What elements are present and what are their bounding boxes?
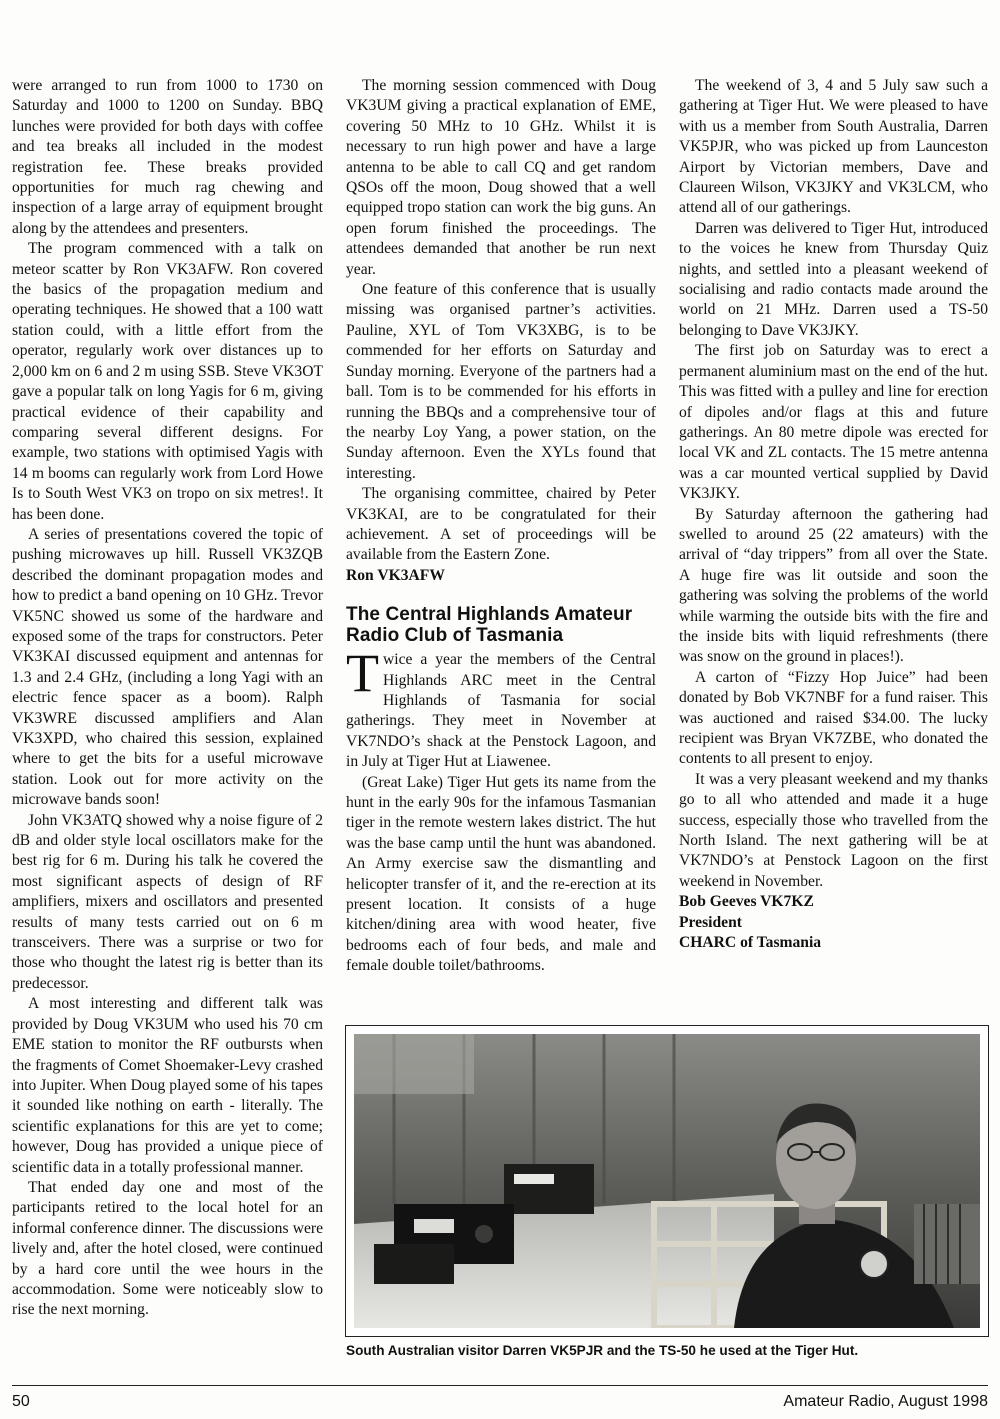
photo-frame bbox=[345, 1025, 989, 1337]
author-signature: Ron VK3AFW bbox=[346, 566, 445, 584]
article-column-3 bbox=[679, 76, 988, 953]
paragraph: That ended day one and most of the participants retired to the local hotel for an informal conference dinner. The discussions were lively and, after the hotel closed, were continued by a hard core until the wee hours in the accommodation. Some were noticeably slow to rise the next morning. bbox=[12, 1178, 323, 1319]
paragraph: The first job on Saturday was to erect a permanent aluminium mast on the end of the hut. This was fitted with a pulley and line for erection of dipoles and/or flags at this and future gatherings. An 80 metre dipole was erected for local VK and ZL contacts. The 15 metre antenna was a car mounted vertical supplied by David VK3JKY. bbox=[679, 342, 988, 503]
paragraph: A carton of “Fizzy Hop Juice” had been donated by Bob VK7NBF for a fund raiser. This was auctioned and raised $34.00. The lucky recipient was Bryan VK7ZBE, who donated the contents to all present to enjoy. bbox=[679, 668, 988, 768]
paragraph: Darren was delivered to Tiger Hut, introduced to the voices he knew from Thursday Quiz nights, and settled into a pleasant weekend of socialising and radio contacts made around the world on 21 MHz. Darren used a TS-50 belonging to Dave VK3JKY. bbox=[679, 219, 988, 339]
photo-caption: South Australian visitor Darren VK5PJR and the TS-50 he used at the Tiger Hut. bbox=[346, 1343, 859, 1358]
paragraph: A most interesting and different talk was provided by Doug VK3UM who used his 70 cm EME station to monitor the RF outbursts when the fragments of Comet Shoemaker-Levy crashed into Jupiter. When Doug played some of his tapes it sounded like nothing on earth - literally. The scientific explanations for this are yet to come; however, Doug has provided a unique piece of scientific data in a totally professional manner. bbox=[12, 995, 323, 1176]
article-column-1 bbox=[12, 76, 323, 1321]
paragraph: The weekend of 3, 4 and 5 July saw such a gathering at Tiger Hut. We were pleased to have with us a member from South Australia, Darren VK5PJR, who was picked up from Launceston Airport by Victorian members, Dave and Claureen Wilson, VK3JKY and VK3LCM, who attend all of our gatherings. bbox=[679, 77, 988, 217]
article-column-2 bbox=[346, 76, 656, 977]
author-organisation: CHARC of Tasmania bbox=[679, 934, 822, 952]
paragraph: John VK3ATQ showed why a noise figure of 2 dB and older style local oscillators make for the best rig for 6 m. During his talk he covered the most significant aspects of design of RF amplifiers, mixers and oscillators and presented results of many tests carried out on 6 m transceivers. There was a surprise or two for those who thought the latest rig is better than its predecessor. bbox=[12, 811, 323, 992]
section-heading: The Central Highlands Amateur Radio Club of Tasmania bbox=[346, 604, 633, 647]
publication-info: Amateur Radio, August 1998 bbox=[783, 1393, 988, 1410]
paragraph: The program commenced with a talk on meteor scatter by Ron VK3AFW. Ron covered the basics of the propagation medium and operating techniques. He showed that a 100 watt station could, with a little effort from the operator, regularly work over distances up to 2,000 km on 6 and 2 m using SSB. Steve VK3OT gave a popular talk on long Yagis for 6 m, giving practical evidence of their capability and comparing several different designs. For example, two stations with optimised Yagis with 14 m booms can regularly work from Lord Howe Is to South West VK3 on tropo on six metres!. It has been done. bbox=[12, 240, 323, 523]
paragraph: The morning session commenced with Doug VK3UM giving a practical explanation of EME, covering 50 MHz to 10 GHz. Whilst it is necessary to run high power and have a large antenna to be able to call CQ and get random QSOs off the moon, Doug showed that a well equipped tropo station can work the big guns. An open forum finished the proceedings. The attendees demanded that another be run next year. bbox=[346, 77, 656, 278]
paragraph: were arranged to run from 1000 to 1730 on Saturday and 1000 to 1200 on Sunday. BBQ lunches were provided for both days with coffee and tea breaks all included in the modest registration fee. These breaks provided opportunities for much rag chewing and inspection of a large array of equipment brought along by the attendees and presenters. bbox=[12, 77, 323, 237]
paragraph: (Great Lake) Tiger Hut gets its name from the hunt in the early 90s for the infamous Tasmanian tiger in the remote western lakes district. The hut was the base camp until the hunt was abandoned. An Army exercise saw the dismantling and helicopter transfer of it, and the re-erection at its present location. It consists of a huge kitchen/dining area with wood heater, five bedrooms each of four beds, and male and female double toilet/bathrooms. bbox=[346, 773, 656, 975]
section-first-paragraph bbox=[346, 643, 656, 772]
author-title: President bbox=[679, 913, 742, 931]
drop-cap: T bbox=[346, 643, 379, 704]
paragraph: It was a very pleasant weekend and my thanks go to all who attended and made it a huge success, especially those who travelled from the North Island. The next gathering will be at VK7NDO’s at Penstock Lagoon on the first weekend in November. bbox=[679, 770, 988, 890]
paragraph: One feature of this conference that is usually missing was organised partner’s activities. Pauline, XYL of Tom VK3XBG, is to be commended for her efforts on Saturday and Sunday morning. Everyone of the partners had a ball. Tom is to be commended for his efforts in running the BBQs and a comprehensive tour of the nearby Loy Yang, a power station, on the Sunday afternoon. Even the XYLs found that interesting. bbox=[346, 281, 656, 482]
paragraph: The organising committee, chaired by Peter VK3KAI, are to be congratulated for their achievement. A set of proceedings will be available from the Eastern Zone. bbox=[346, 485, 656, 564]
author-name: Bob Geeves VK7KZ bbox=[679, 893, 814, 911]
paragraph-text: wice a year the members of the Central Highlands ARC meet in the Central Highlands of Tasmania for social gatherings. They meet in November at VK7NDO’s shack at the Penstock Lagoon, and in July at Tiger Hut at Liawenee. bbox=[346, 651, 656, 771]
paragraph: A series of presentations covered the topic of pushing microwaves up hill. Russell VK3ZQB described the dominant propagation modes and how to predict a band opening on 10 GHz. Trevor VK5NC showed us some of the hardware and exposed some of the traps for constructors. Peter VK3KAI discussed equipment and antennas for 1.3 and 2.4 GHz, (including a long Yagi with an electric fence spacer as a boom). Ralph VK3WRE discussed amplifiers and Alan VK3XPD, who chaired this session, explained where to get the bits for a useful microwave station. Look out for more activity on the microwave bands soon! bbox=[12, 525, 323, 809]
paragraph: By Saturday afternoon the gathering had swelled to around 25 (22 amateurs) with the arrival of “day trippers” from all over the State. A huge fire was lit outside and soon the gathering was solving the problems of the world while warming the outside bits with the fire and the inside bits with liquid refreshments (there was snow on the ground in places!). bbox=[679, 505, 988, 666]
photo-darren-with-radio bbox=[354, 1034, 980, 1328]
footer-divider bbox=[12, 1385, 988, 1386]
page-number: 50 bbox=[12, 1393, 30, 1410]
